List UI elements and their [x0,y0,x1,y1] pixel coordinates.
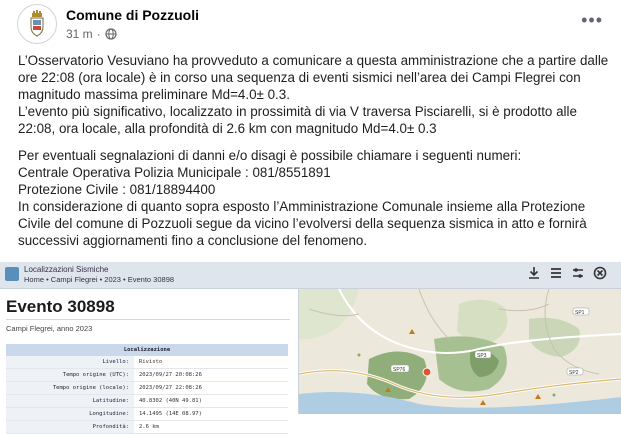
table-row: Profondità: 2.6 km [6,421,288,434]
event-panel [0,289,299,430]
epicenter-map[interactable] [299,289,621,414]
coat-of-arms-icon [18,5,56,43]
table-header: Localizzazione [6,344,288,356]
paragraph: Per eventuali segnalazioni di danni e/o disagi è possibile chiamare i seguenti numeri: [18,148,522,163]
post-meta [66,27,117,41]
event-subtitle: Campi Flegrei, anno 2023 [6,324,93,333]
attached-screenshot[interactable] [0,262,621,430]
globe-icon [105,28,117,40]
table-row: Livello: Rivisto [6,356,288,369]
close-circle-icon [593,266,607,280]
settings-sliders-icon [571,266,585,280]
post-time[interactable]: 31 m [66,27,93,41]
table-row: Tempo origine (UTC): 2023/09/27 20:08:26 [6,369,288,382]
paragraph: In considerazione di quanto sopra esposto l’Amministrazione Comunale insieme alla Protezione Civile del comune di Pozzuoli segue da vicino l’evolversi della sequenza sismica in atto e fornirà successivi aggiornamenti fino a conclusione del fenomeno. [18,199,587,248]
site-title: Localizzazioni Sismiche [24,265,109,274]
separator-dot: · [96,27,101,41]
phone-line: Protezione Civile : 081/18894400 [18,182,216,197]
paragraph: L’Osservatorio Vesuviano ha provveduto a comunicare a questa amministrazione che a partire dalle ore 22:08 (ora locale) è in corso una sequenza di eventi sismici nell’area dei Campi Flegrei con magnitudo massima preliminare Md=4.0± 0.3. [18,53,609,102]
embed-toolbar [527,266,607,280]
divider [6,319,290,320]
post-text [18,52,613,249]
road-label: SP1 [575,310,585,316]
paragraph: L’evento più significativo, localizzato in prossimità di via V traversa Pisciarelli, si è prodotto alle 22:08, ora locale, alla profondità di 2.6 km con magnitudo Md=4.0± 0.3 [18,104,577,136]
more-options-icon[interactable]: ••• [581,10,603,30]
site-logo-icon [5,267,19,281]
table-row: Longitudine: 14.1495 (14E 08.97) [6,408,288,421]
breadcrumb: Home • Campi Flegrei • 2023 • Evento 30898 [24,275,175,284]
download-icon [527,266,541,280]
road-label: SP2 [569,370,579,376]
embed-header [0,262,621,289]
localization-table [6,344,288,434]
table-row: Tempo origine (locale): 2023/09/27 22:08:26 [6,382,288,395]
author-name[interactable]: Comune di Pozzuoli [66,7,199,23]
road-label: SP3 [477,353,487,359]
phone-line: Centrale Operativa Polizia Municipale : 081/8551891 [18,165,331,180]
event-title: Evento 30898 [6,297,115,316]
map-graphic [299,289,621,414]
road-label: SP76 [393,367,406,373]
table-row: Latitudine: 40.8302 (40N 49.81) [6,395,288,408]
page-avatar[interactable] [17,4,57,44]
list-icon [549,266,563,280]
